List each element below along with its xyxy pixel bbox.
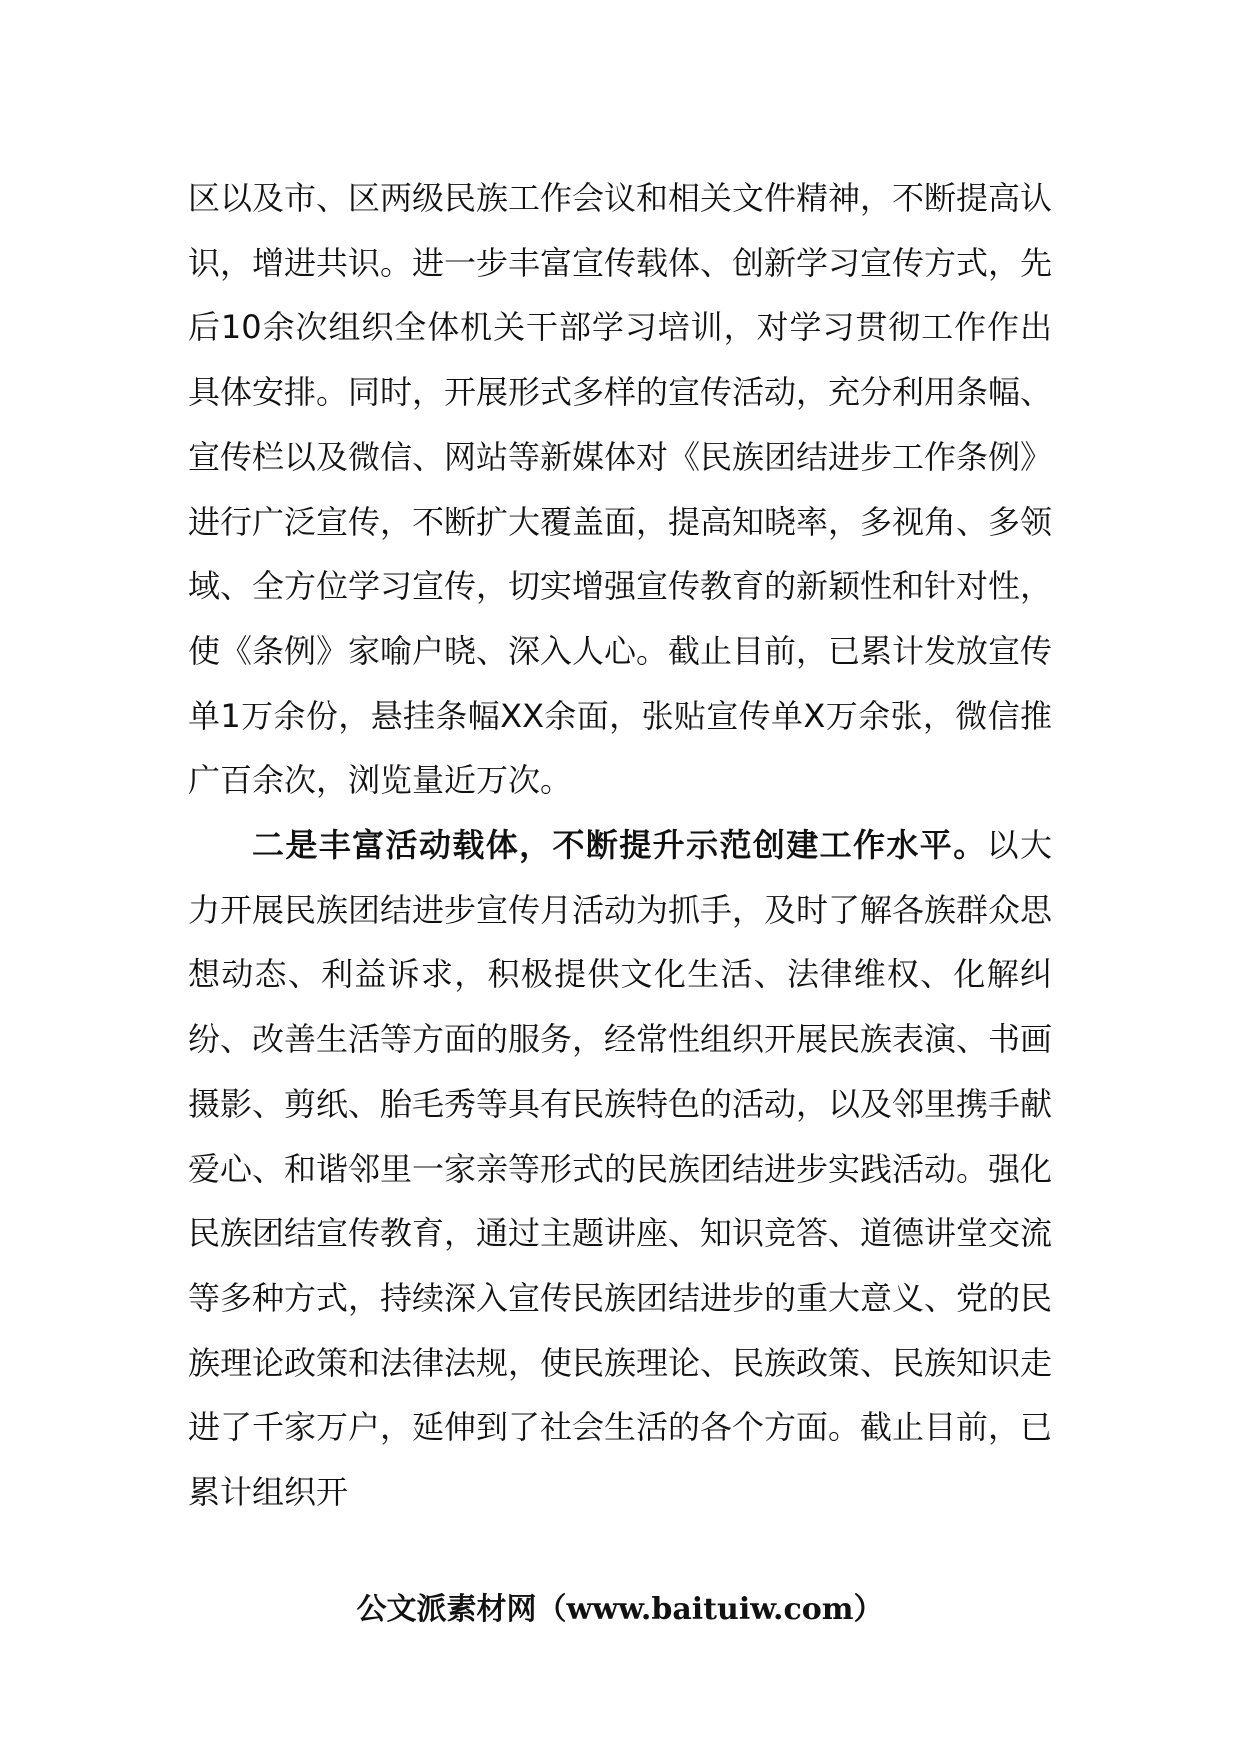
paragraph-body-text: 以大力开展民族团结进步宣传月活动为抓手，及时了解各族群众思想动态、利益诉求，积极提供文化生活、法律维权、化解纠纷、改善生活等方面的服务，经常性组织开展民族表演、书画摄影、剪纸、胎毛秀等具有民族特色的活动，以及邻里携手献爱心、和谐邻里一家亲等形式的民族团结进步实践活动。强化民族团结宣传教育，通过主题讲座、知识竞答、道德讲堂交流等多种方式，持续深入宣传民族团结进步的重大意义、党的民族理论政策和法律法规，使民族理论、民族政策、民族知识走进了千家万户，延伸到了社会生活的各个方面。截止目前，已累计组织开 (188, 826, 1053, 1512)
paragraph-lead-heading: 二是丰富活动载体，不断提升示范创建工作水平。 (252, 826, 987, 865)
paragraph-item-two (188, 813, 1052, 1525)
source-footer: 公文派素材网（www.baituiw.com） (356, 1592, 884, 1627)
paragraph-continued: 区以及市、区两级民族工作会议和相关文件精神，不断提高认识，增进共识。进一步丰富宣传载体、创新学习宣传方式，先后10余次组织全体机关干部学习培训，对学习贯彻工作作出具体安排。同时，开展形式多样的宣传活动，充分利用条幅、宣传栏以及微信、网站等新媒体对《民族团结进步工作条例》进行广泛宣传，不断扩大覆盖面，提高知晓率，多视角、多领域、全方位学习宣传，切实增强宣传教育的新颖性和针对性，使《条例》家喻户晓、深入人心。截止目前，已累计发放宣传单1万余份，悬挂条幅XX余面，张贴宣传单X万余张，微信推广百余次，浏览量近万次。 (188, 179, 1053, 800)
document-body (188, 166, 1052, 1525)
